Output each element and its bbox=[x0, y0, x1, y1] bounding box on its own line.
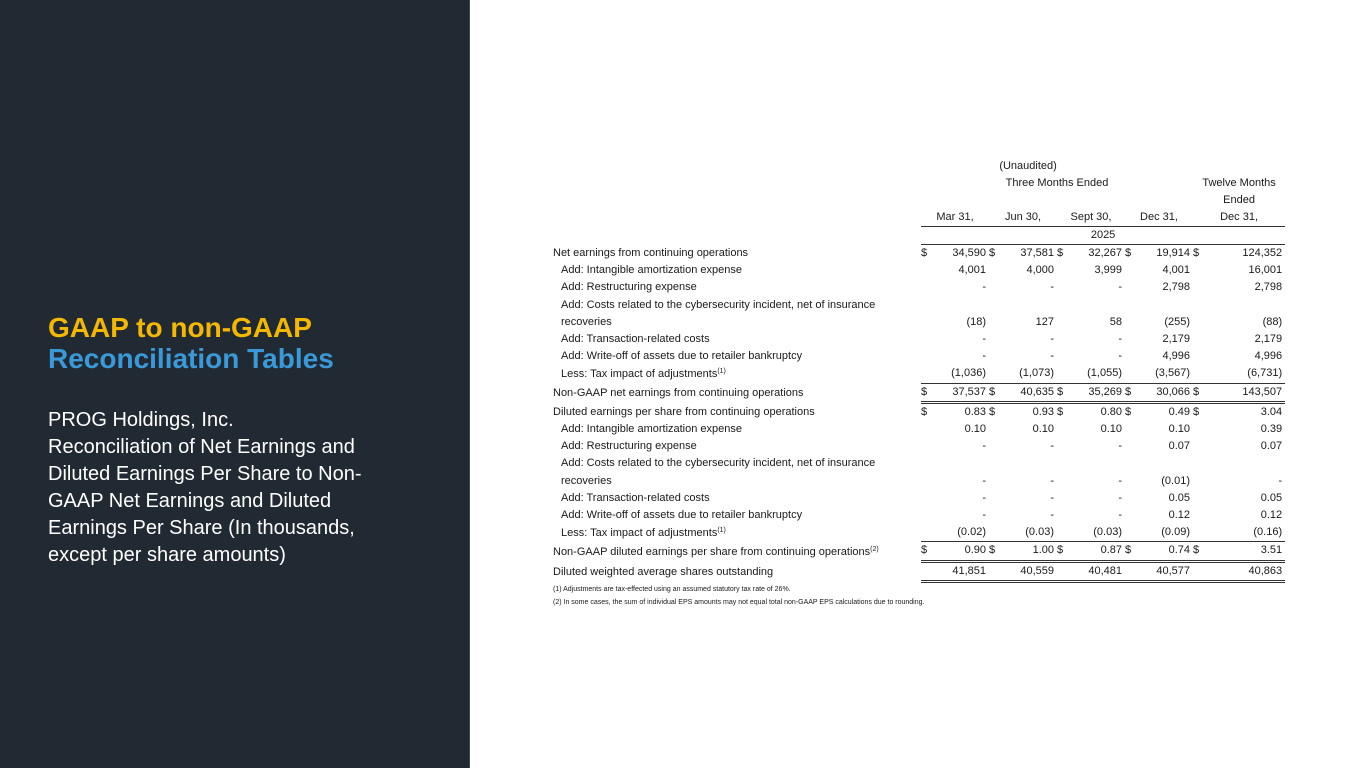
currency-symbol bbox=[921, 438, 931, 455]
row-label-text: Add: Intangible amortization expense bbox=[561, 423, 743, 436]
cell-value bbox=[931, 455, 989, 472]
cell-value: 0.07 bbox=[1260, 440, 1283, 453]
cell-value: 34,590 bbox=[931, 245, 989, 263]
cell-value: 0.05 bbox=[1260, 491, 1283, 504]
currency-symbol bbox=[1193, 297, 1203, 314]
currency-symbol bbox=[1057, 331, 1067, 348]
row-label bbox=[553, 561, 921, 581]
currency-symbol bbox=[1057, 524, 1067, 542]
table-row bbox=[553, 383, 1285, 402]
row-label-text: Add: Write-off of assets due to retailer bankruptcy bbox=[561, 509, 803, 522]
cell-value: - bbox=[1050, 333, 1054, 346]
cell-value: 40,481 bbox=[1067, 561, 1125, 581]
currency-symbol: $ bbox=[921, 383, 931, 402]
cell-value: - bbox=[982, 333, 986, 346]
footnote-2: (2) In some cases, the sum of individual EPS amounts may not equal total non-GAAP EPS calculations due to rounding. bbox=[553, 598, 925, 606]
currency-symbol: $ bbox=[1125, 542, 1135, 561]
currency-symbol bbox=[1125, 421, 1135, 438]
cell-value: 16,001 bbox=[1248, 264, 1283, 277]
currency-symbol bbox=[1125, 297, 1135, 314]
cell-value: - bbox=[1118, 474, 1122, 487]
currency-symbol bbox=[1125, 365, 1135, 383]
currency-symbol bbox=[921, 455, 931, 472]
cell-value: 0.10 bbox=[1100, 423, 1122, 436]
row-label bbox=[553, 455, 921, 472]
footnote-marker: (1) bbox=[717, 367, 726, 375]
cell-value: (1,036) bbox=[931, 365, 989, 383]
footnote-marker: (2) bbox=[870, 545, 879, 553]
cell-value bbox=[1067, 297, 1125, 314]
row-label-text: Add: Transaction-related costs bbox=[561, 333, 710, 346]
row-label-text: Add: Intangible amortization expense bbox=[561, 264, 743, 277]
table-row bbox=[553, 438, 1285, 455]
cell-value: 2,179 bbox=[1162, 333, 1190, 346]
reconciliation-table-container bbox=[553, 158, 1285, 609]
row-label bbox=[553, 297, 921, 314]
row-label-text: Diluted weighted average shares outstanding bbox=[553, 566, 774, 579]
cell-value: (18) bbox=[966, 315, 986, 328]
cell-value bbox=[1067, 455, 1125, 472]
currency-symbol: $ bbox=[1193, 383, 1203, 402]
twelve-months-header: Twelve Months bbox=[1202, 177, 1276, 189]
cell-value: - bbox=[1050, 509, 1054, 522]
cell-value: (6,731) bbox=[1203, 365, 1285, 383]
cell-value: 0.93 bbox=[999, 402, 1057, 421]
unaudited-header: (Unaudited) bbox=[999, 160, 1057, 172]
currency-symbol bbox=[989, 348, 999, 365]
cell-value: 40,863 bbox=[1203, 561, 1285, 581]
currency-symbol bbox=[1125, 490, 1135, 507]
table-row bbox=[553, 455, 1285, 472]
slide-subtitle bbox=[48, 407, 428, 569]
currency-symbol: $ bbox=[921, 245, 931, 263]
cell-value: 127 bbox=[1035, 315, 1054, 328]
title-line-reconciliation: Reconciliation Tables bbox=[48, 343, 334, 374]
cell-value bbox=[1203, 297, 1285, 314]
currency-symbol bbox=[1125, 279, 1135, 296]
cell-value: 40,635 bbox=[999, 383, 1057, 402]
row-label bbox=[553, 383, 921, 402]
row-label bbox=[553, 421, 921, 438]
table-row bbox=[553, 490, 1285, 507]
cell-value: - bbox=[982, 474, 986, 487]
table-row bbox=[553, 402, 1285, 421]
cell-value: - bbox=[1118, 333, 1122, 346]
row-label-text: Add: Transaction-related costs bbox=[561, 491, 710, 504]
col-header-sept: Sept 30, bbox=[1057, 209, 1125, 227]
currency-symbol bbox=[989, 279, 999, 296]
table-row bbox=[553, 245, 1285, 263]
table-row bbox=[553, 542, 1285, 561]
currency-symbol bbox=[989, 297, 999, 314]
cell-value: 2,798 bbox=[1162, 281, 1190, 294]
row-label bbox=[553, 438, 921, 455]
cell-value: - bbox=[1278, 474, 1283, 487]
currency-symbol bbox=[1125, 524, 1135, 542]
cell-value: 41,851 bbox=[931, 561, 989, 581]
currency-symbol bbox=[1057, 473, 1067, 490]
cell-value: 0.74 bbox=[1135, 542, 1193, 561]
cell-value: 0.39 bbox=[1260, 423, 1283, 436]
currency-symbol bbox=[1193, 348, 1203, 365]
footnote-marker: (1) bbox=[717, 526, 726, 534]
cell-value: 2,798 bbox=[1254, 281, 1283, 294]
currency-symbol bbox=[989, 262, 999, 279]
row-label bbox=[553, 524, 921, 542]
currency-symbol bbox=[1193, 331, 1203, 348]
cell-value: 4,000 bbox=[1026, 264, 1054, 277]
col-header-mar: Mar 31, bbox=[921, 209, 989, 227]
row-label-text: Net earnings from continuing operations bbox=[553, 247, 749, 259]
currency-symbol bbox=[1057, 314, 1067, 331]
currency-symbol bbox=[989, 490, 999, 507]
subtitle-line: Earnings Per Share (In thousands, bbox=[48, 517, 355, 539]
cell-value: 0.87 bbox=[1067, 542, 1125, 561]
cell-value: 3,999 bbox=[1094, 264, 1122, 277]
cell-value: (255) bbox=[1164, 315, 1190, 328]
currency-symbol bbox=[1057, 455, 1067, 472]
currency-symbol bbox=[1193, 421, 1203, 438]
cell-value: 4,996 bbox=[1162, 350, 1190, 363]
subtitle-line: GAAP Net Earnings and Diluted bbox=[48, 490, 332, 512]
reconciliation-table bbox=[553, 158, 1285, 583]
currency-symbol bbox=[989, 331, 999, 348]
currency-symbol: $ bbox=[1057, 383, 1067, 402]
cell-value: 3.04 bbox=[1203, 402, 1285, 421]
cell-value: 30,066 bbox=[1135, 383, 1193, 402]
cell-value: - bbox=[982, 440, 986, 453]
table-body bbox=[553, 245, 1285, 582]
currency-symbol: $ bbox=[1125, 402, 1135, 421]
currency-symbol bbox=[921, 421, 931, 438]
row-label bbox=[553, 542, 921, 561]
cell-value: (1,073) bbox=[999, 365, 1057, 383]
cell-value: 4,996 bbox=[1254, 350, 1283, 363]
currency-symbol bbox=[1193, 262, 1203, 279]
row-label-text: Add: Costs related to the cybersecurity incident, net of insurance bbox=[561, 457, 876, 470]
cell-value bbox=[999, 455, 1057, 472]
currency-symbol bbox=[921, 507, 931, 524]
cell-value: 1.00 bbox=[999, 542, 1057, 561]
cell-value: 58 bbox=[1109, 315, 1122, 328]
currency-symbol bbox=[1125, 455, 1135, 472]
cell-value: 0.90 bbox=[931, 542, 989, 561]
currency-symbol bbox=[989, 314, 999, 331]
row-label-text: Non-GAAP diluted earnings per share from continuing operations bbox=[553, 545, 871, 558]
cell-value: 37,537 bbox=[931, 383, 989, 402]
cell-value: 0.83 bbox=[931, 402, 989, 421]
row-label bbox=[553, 402, 921, 421]
cell-value: - bbox=[1050, 281, 1054, 294]
currency-symbol bbox=[921, 561, 931, 581]
currency-symbol bbox=[1057, 561, 1067, 581]
currency-symbol bbox=[1057, 438, 1067, 455]
row-label-text: Add: Restructuring expense bbox=[561, 440, 697, 453]
currency-symbol bbox=[921, 365, 931, 383]
cell-value: (0.09) bbox=[1135, 524, 1193, 542]
table-row bbox=[553, 473, 1285, 490]
currency-symbol bbox=[1193, 314, 1203, 331]
subtitle-line: Reconciliation of Net Earnings and bbox=[48, 436, 355, 458]
cell-value: 32,267 bbox=[1067, 245, 1125, 263]
currency-symbol bbox=[1057, 490, 1067, 507]
row-label bbox=[553, 279, 921, 296]
table-row bbox=[553, 297, 1285, 314]
table-row bbox=[553, 507, 1285, 524]
currency-symbol: $ bbox=[1057, 542, 1067, 561]
currency-symbol: $ bbox=[1125, 245, 1135, 263]
cell-value: (0.01) bbox=[1161, 474, 1190, 487]
table-row bbox=[553, 314, 1285, 331]
table-row bbox=[553, 331, 1285, 348]
cell-value: - bbox=[982, 491, 986, 504]
row-label-text: Add: Restructuring expense bbox=[561, 281, 697, 294]
subtitle-line: Diluted Earnings Per Share to Non- bbox=[48, 463, 362, 485]
cell-value: (0.02) bbox=[931, 524, 989, 542]
currency-symbol bbox=[989, 365, 999, 383]
currency-symbol: $ bbox=[921, 402, 931, 421]
currency-symbol: $ bbox=[921, 542, 931, 561]
currency-symbol bbox=[989, 473, 999, 490]
cell-value: (88) bbox=[1262, 315, 1283, 328]
currency-symbol: $ bbox=[1193, 542, 1203, 561]
currency-symbol bbox=[921, 314, 931, 331]
currency-symbol bbox=[1125, 331, 1135, 348]
col-header-jun: Jun 30, bbox=[989, 209, 1057, 227]
footnote-1: (1) Adjustments are tax-effected using an assumed statutory tax rate of 26%. bbox=[553, 585, 791, 593]
cell-value: - bbox=[1050, 491, 1054, 504]
currency-symbol bbox=[1193, 365, 1203, 383]
currency-symbol bbox=[921, 490, 931, 507]
currency-symbol bbox=[921, 297, 931, 314]
year-header: 2025 bbox=[921, 227, 1285, 245]
currency-symbol bbox=[1193, 438, 1203, 455]
row-label bbox=[553, 262, 921, 279]
row-label bbox=[553, 331, 921, 348]
currency-symbol bbox=[1125, 314, 1135, 331]
currency-symbol bbox=[1125, 438, 1135, 455]
cell-value: (1,055) bbox=[1067, 365, 1125, 383]
subtitle-line: except per share amounts) bbox=[48, 544, 286, 566]
cell-value: 0.12 bbox=[1168, 509, 1190, 522]
left-panel bbox=[0, 0, 470, 768]
currency-symbol: $ bbox=[1193, 402, 1203, 421]
currency-symbol bbox=[989, 561, 999, 581]
cell-value bbox=[999, 297, 1057, 314]
currency-symbol bbox=[921, 348, 931, 365]
cell-value: (0.03) bbox=[1067, 524, 1125, 542]
currency-symbol bbox=[1125, 507, 1135, 524]
currency-symbol bbox=[1057, 507, 1067, 524]
row-label bbox=[553, 490, 921, 507]
currency-symbol: $ bbox=[1057, 245, 1067, 263]
cell-value: - bbox=[1118, 491, 1122, 504]
currency-symbol bbox=[989, 455, 999, 472]
currency-symbol: $ bbox=[989, 402, 999, 421]
slide-title bbox=[48, 312, 448, 374]
currency-symbol bbox=[989, 507, 999, 524]
cell-value: - bbox=[982, 509, 986, 522]
cell-value: 0.10 bbox=[1168, 423, 1190, 436]
cell-value: - bbox=[1050, 474, 1054, 487]
cell-value: 0.10 bbox=[964, 423, 986, 436]
row-label bbox=[553, 365, 921, 383]
title-line-gaap: GAAP to non-GAAP bbox=[48, 312, 312, 343]
col-header-dec: Dec 31, bbox=[1125, 209, 1193, 227]
currency-symbol bbox=[921, 279, 931, 296]
three-months-header: Three Months Ended bbox=[1005, 177, 1109, 189]
cell-value: (3,567) bbox=[1135, 365, 1193, 383]
row-label bbox=[553, 314, 921, 331]
row-label-text: Less: Tax impact of adjustments bbox=[561, 367, 718, 380]
row-label bbox=[553, 507, 921, 524]
currency-symbol bbox=[1193, 507, 1203, 524]
table-row bbox=[553, 365, 1285, 383]
cell-value: 3.51 bbox=[1203, 542, 1285, 561]
currency-symbol bbox=[989, 524, 999, 542]
cell-value: 40,577 bbox=[1135, 561, 1193, 581]
cell-value: - bbox=[982, 350, 986, 363]
currency-symbol bbox=[989, 438, 999, 455]
currency-symbol bbox=[921, 331, 931, 348]
currency-symbol bbox=[921, 473, 931, 490]
cell-value: 19,914 bbox=[1135, 245, 1193, 263]
currency-symbol bbox=[1057, 365, 1067, 383]
cell-value: 2,179 bbox=[1254, 333, 1283, 346]
cell-value: 124,352 bbox=[1203, 245, 1285, 263]
cell-value: 143,507 bbox=[1203, 383, 1285, 402]
currency-symbol bbox=[1193, 561, 1203, 581]
cell-value: (0.16) bbox=[1203, 524, 1285, 542]
cell-value: 0.80 bbox=[1067, 402, 1125, 421]
currency-symbol: $ bbox=[1193, 245, 1203, 263]
currency-symbol bbox=[1193, 524, 1203, 542]
cell-value: - bbox=[1050, 350, 1054, 363]
currency-symbol bbox=[921, 262, 931, 279]
cell-value: - bbox=[982, 281, 986, 294]
col-header-dec-twelve: Dec 31, bbox=[1193, 209, 1285, 227]
currency-symbol bbox=[1057, 421, 1067, 438]
row-label-text: recoveries bbox=[561, 474, 612, 487]
cell-value bbox=[1135, 297, 1193, 314]
currency-symbol bbox=[1193, 490, 1203, 507]
row-label-text: Add: Write-off of assets due to retailer bankruptcy bbox=[561, 350, 803, 363]
cell-value: 4,001 bbox=[1162, 264, 1190, 277]
currency-symbol: $ bbox=[1125, 383, 1135, 402]
currency-symbol: $ bbox=[989, 383, 999, 402]
cell-value bbox=[1135, 455, 1193, 472]
table-row bbox=[553, 279, 1285, 296]
cell-value: 0.05 bbox=[1168, 491, 1190, 504]
row-label-text: Add: Costs related to the cybersecurity incident, net of insurance bbox=[561, 298, 876, 311]
cell-value: 4,001 bbox=[958, 264, 986, 277]
row-label bbox=[553, 245, 921, 263]
cell-value: - bbox=[1118, 350, 1122, 363]
cell-value bbox=[931, 297, 989, 314]
cell-value: 0.12 bbox=[1260, 509, 1283, 522]
currency-symbol bbox=[1193, 279, 1203, 296]
cell-value: - bbox=[1118, 440, 1122, 453]
currency-symbol bbox=[1057, 262, 1067, 279]
cell-value: 35,269 bbox=[1067, 383, 1125, 402]
currency-symbol bbox=[1193, 473, 1203, 490]
row-label-text: Non-GAAP net earnings from continuing operations bbox=[553, 387, 804, 400]
currency-symbol: $ bbox=[989, 245, 999, 263]
cell-value: - bbox=[1118, 509, 1122, 522]
currency-symbol: $ bbox=[989, 542, 999, 561]
table-row bbox=[553, 262, 1285, 279]
row-label-text: recoveries bbox=[561, 315, 612, 328]
cell-value: 0.07 bbox=[1168, 440, 1190, 453]
table-row bbox=[553, 421, 1285, 438]
subtitle-line: PROG Holdings, Inc. bbox=[48, 409, 234, 431]
cell-value: 0.49 bbox=[1135, 402, 1193, 421]
row-label bbox=[553, 473, 921, 490]
row-label-text: Diluted earnings per share from continuing operations bbox=[553, 405, 815, 418]
currency-symbol bbox=[1057, 279, 1067, 296]
currency-symbol bbox=[1125, 262, 1135, 279]
row-label-text: Less: Tax impact of adjustments bbox=[561, 526, 718, 539]
currency-symbol bbox=[1125, 473, 1135, 490]
twelve-months-header-ended: Ended bbox=[1223, 194, 1255, 206]
currency-symbol bbox=[1125, 348, 1135, 365]
cell-value: 40,559 bbox=[999, 561, 1057, 581]
cell-value bbox=[1203, 455, 1285, 472]
currency-symbol bbox=[989, 421, 999, 438]
cell-value: 0.10 bbox=[1032, 423, 1054, 436]
currency-symbol: $ bbox=[1057, 402, 1067, 421]
cell-value: 37,581 bbox=[999, 245, 1057, 263]
table-row bbox=[553, 348, 1285, 365]
currency-symbol bbox=[1125, 561, 1135, 581]
row-label bbox=[553, 348, 921, 365]
cell-value: - bbox=[1118, 281, 1122, 294]
currency-symbol bbox=[1057, 348, 1067, 365]
currency-symbol bbox=[921, 524, 931, 542]
currency-symbol bbox=[1193, 455, 1203, 472]
currency-symbol bbox=[1057, 297, 1067, 314]
table-row bbox=[553, 524, 1285, 542]
cell-value: - bbox=[1050, 440, 1054, 453]
cell-value: (0.03) bbox=[999, 524, 1057, 542]
table-row bbox=[553, 561, 1285, 581]
